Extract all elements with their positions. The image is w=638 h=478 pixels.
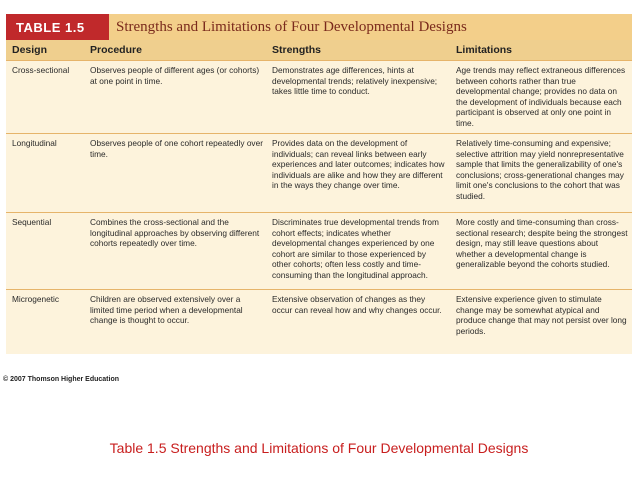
table-row	[6, 133, 632, 212]
cell-strengths: Discriminates true developmental trends from cohort effects; indicates whether developmental changes experienced by one cohort are similar to those experienced by other cohorts; often less costly and time-consuming than the longitudinal approach.	[272, 217, 439, 280]
table-row	[6, 212, 632, 289]
copyright-notice: © 2007 Thomson Higher Education	[3, 376, 120, 383]
cell-design: Longitudinal	[12, 138, 57, 148]
table-header-row	[6, 40, 632, 60]
cell-procedure: Observes people of different ages (or cohorts) at one point in time.	[90, 65, 260, 86]
table-title-bar	[6, 14, 632, 40]
developmental-designs-table	[6, 14, 632, 354]
header-procedure: Procedure	[90, 44, 142, 56]
cell-design: Sequential	[12, 217, 52, 227]
cell-limitations: Age trends may reflect extraneous differences between cohorts rather than true developmental change; provides no data on the development of individuals because each participant is observed at only one point in time.	[456, 65, 626, 128]
table-row	[6, 289, 632, 354]
cell-limitations: More costly and time-consuming than cross-sectional research; despite being the strongest design, may still leave questions about whether a developmental change is generalizable beyond the cohorts studied.	[456, 217, 628, 270]
cell-design: Microgenetic	[12, 294, 60, 304]
cell-procedure: Children are observed extensively over a limited time period when a developmental change is thought to occur.	[90, 294, 243, 326]
cell-limitations: Extensive experience given to stimulate change may be somewhat atypical and produce change that may not persist over long periods.	[456, 294, 627, 336]
cell-strengths: Demonstrates age differences, hints at developmental trends; relatively inexpensive; takes little time to conduct.	[272, 65, 438, 97]
cell-strengths: Extensive observation of changes as they occur can reveal how and why changes occur.	[272, 294, 442, 315]
header-design: Design	[12, 44, 48, 56]
cell-design: Cross-sectional	[12, 65, 70, 75]
header-limitations: Limitations	[456, 44, 513, 56]
table-row	[6, 60, 632, 133]
slide-caption: Table 1.5 Strengths and Limitations of Four Developmental Designs	[109, 440, 529, 456]
header-strengths: Strengths	[272, 44, 322, 56]
cell-procedure: Combines the cross-sectional and the longitudinal approaches by observing different cohorts repeatedly over time.	[90, 217, 260, 249]
table-number-tag: TABLE 1.5	[6, 14, 109, 40]
table-title: Strengths and Limitations of Four Developmental Designs	[116, 18, 467, 35]
cell-limitations: Relatively time-consuming and expensive; selective attrition may yield nonrepresentative sample that limits the generalizability of one's conclusions; cross-generational changes may limit one's conclusions to the cohort that was studied.	[456, 138, 624, 201]
cell-procedure: Observes people of one cohort repeatedly over time.	[90, 138, 263, 159]
cell-strengths: Provides data on the development of individuals; can reveal links between early experiences and later outcomes; indicates how individuals are alike and how they are different in the ways they change over time.	[272, 138, 445, 191]
